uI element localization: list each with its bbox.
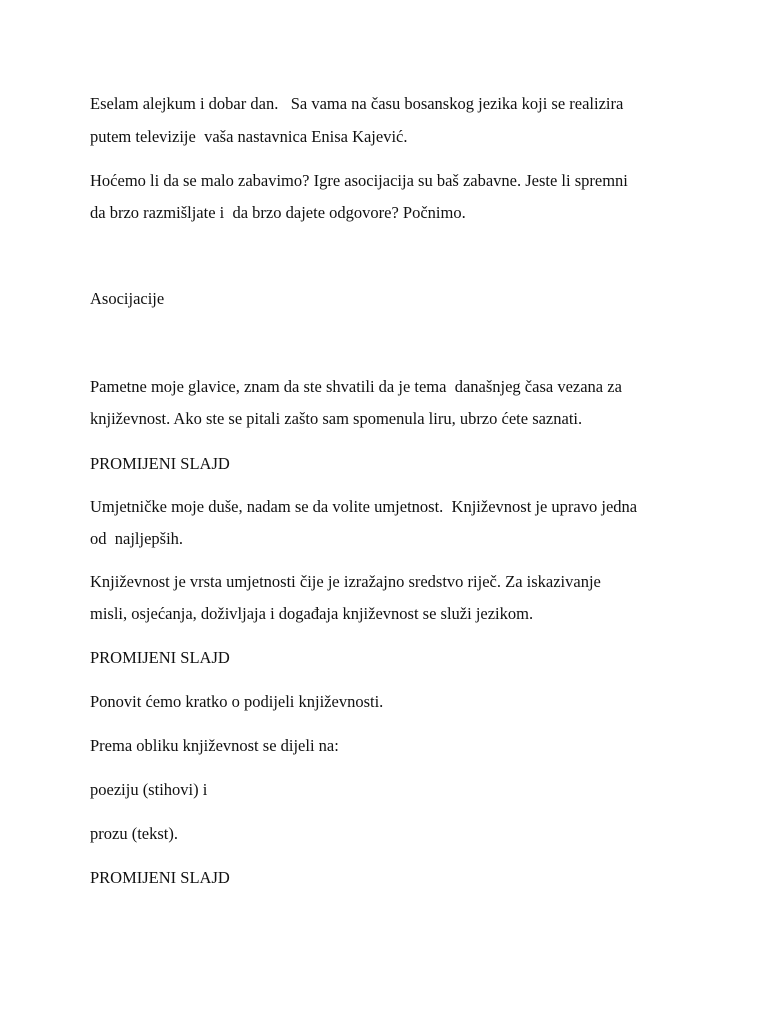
section-heading-asocijacije: Asocijacije [90,289,165,308]
paragraph-definicija-line-2: misli, osjećanja, doživljaja i događaja književnost se služi jezikom. [90,604,534,623]
paragraph-definicija-line-1: Književnost je vrsta umjetnosti čije je izražajno sredstvo riječ. Za iskazivanje [90,572,601,591]
paragraph-tema-line-2: književnost. Ako ste se pitali zašto sam spomenula liru, ubrzo ćete saznati. [90,409,583,428]
slide-change-note-2: PROMIJENI SLAJD [90,648,230,667]
paragraph-tema-line-1: Pametne moje glavice, znam da ste shvatili da je tema današnjeg časa vezana za [90,377,622,396]
paragraph-umjetnost-line-1: Umjetničke moje duše, nadam se da volite umjetnost. Književnost je upravo jedna [90,497,638,516]
list-item-proza: prozu (tekst). [90,824,178,843]
slide-change-note-3: PROMIJENI SLAJD [90,868,230,887]
list-item-poezija: poeziju (stihovi) i [90,780,208,799]
slide-change-note-1: PROMIJENI SLAJD [90,454,230,473]
paragraph-podjela: Ponovit ćemo kratko o podijeli književnosti. [90,692,384,711]
paragraph-greeting-line-2: putem televizije vaša nastavnica Enisa Kajević. [90,127,408,146]
paragraph-umjetnost-line-2: od najljepših. [90,529,184,548]
paragraph-prema-obliku: Prema obliku književnost se dijeli na: [90,736,339,755]
paragraph-greeting-line-1: Eselam alejkum i dobar dan. Sa vama na času bosanskog jezika koji se realizira [90,94,624,113]
paragraph-intro-line-1: Hoćemo li da se malo zabavimo? Igre asocijacija su baš zabavne. Jeste li spremni [90,171,628,190]
paragraph-intro-line-2: da brzo razmišljate i da brzo dajete odgovore? Počnimo. [90,203,466,222]
